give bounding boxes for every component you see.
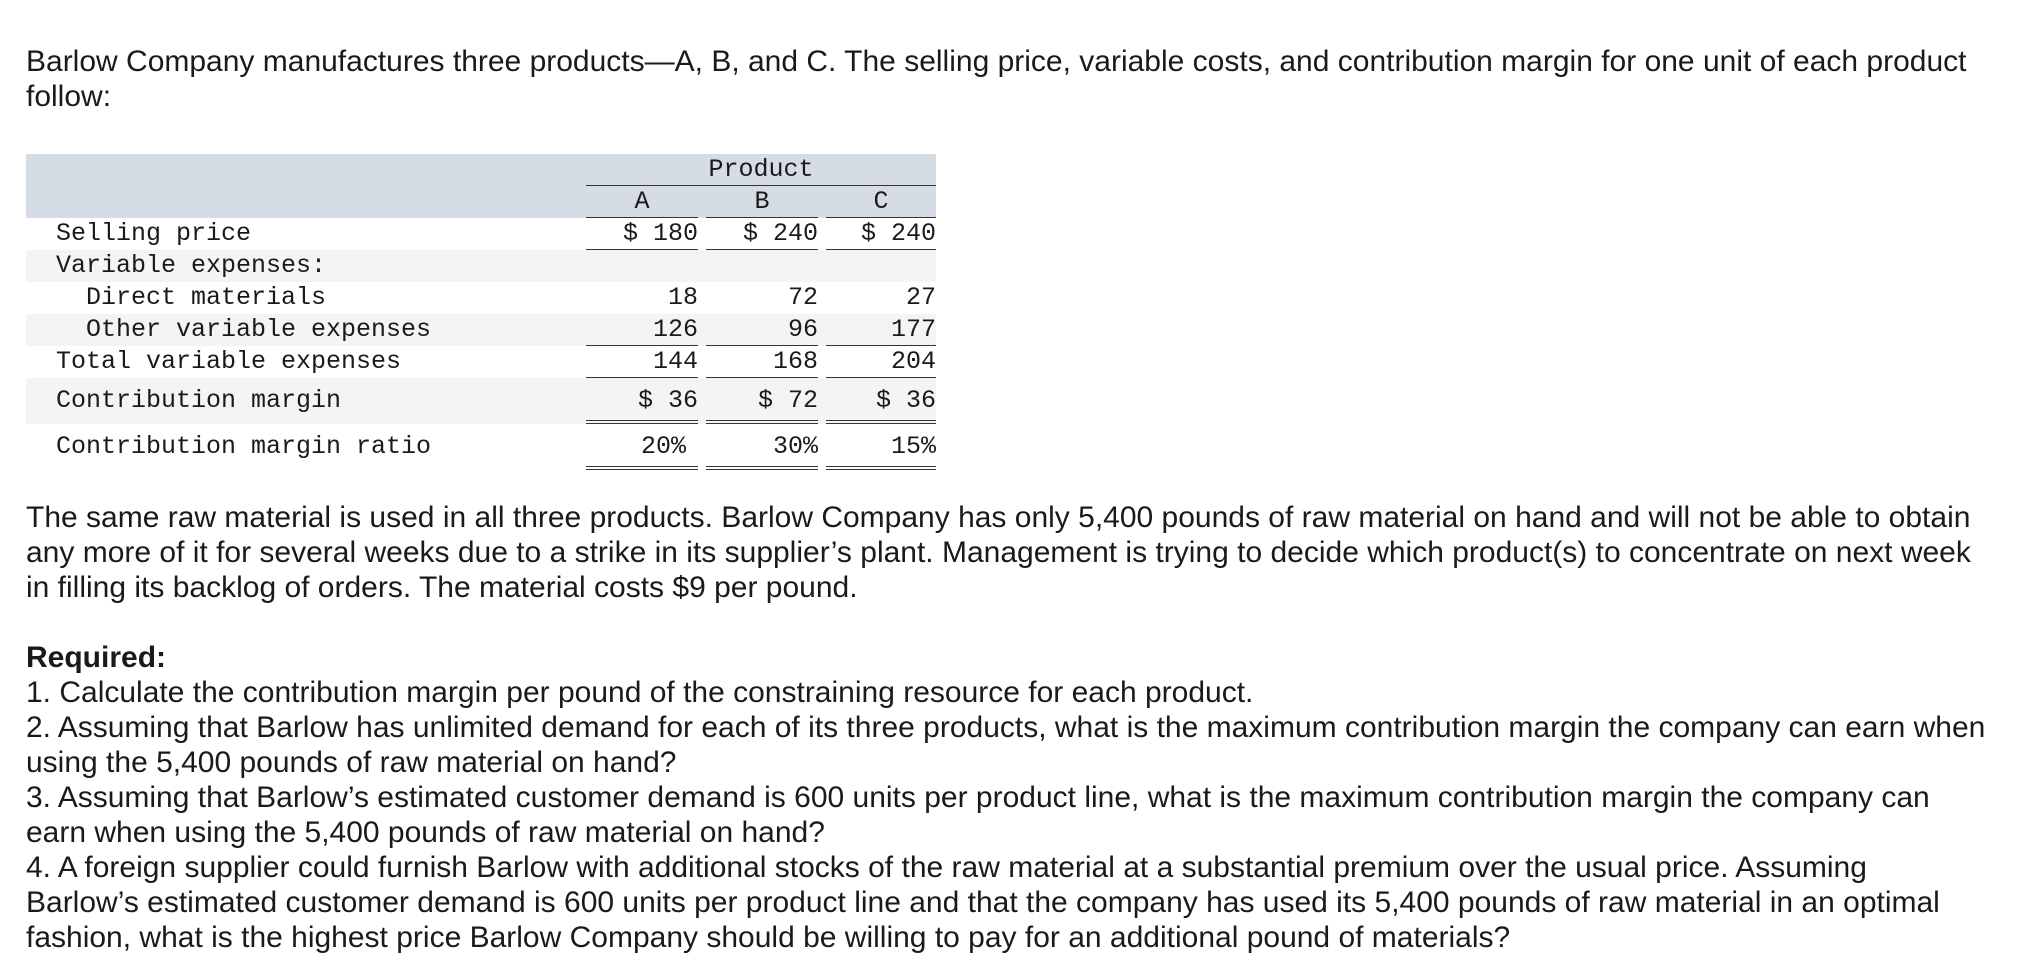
required-item-4: 4. A foreign supplier could furnish Barlow with additional stocks of the raw material at a substantial premium over the usual price. Assuming Barlow’s estimated customer demand is 600 units per product line and that the company has used its 5,400 pounds of raw material in an optimal fashion, what is the highest price Barlow Company should be willing to pay for an additional pound of materials? bbox=[26, 851, 1940, 954]
intro-paragraph: Barlow Company manufactures three products—A, B, and C. The selling price, variable costs, and contribution margin for one unit of each product follow: bbox=[26, 45, 1967, 113]
cell-a: 144 bbox=[586, 346, 698, 378]
table-header-row-columns bbox=[26, 186, 936, 218]
required-item-2: 2. Assuming that Barlow has unlimited demand for each of its three products, what is the maximum contribution margin the company can earn when using the 5,400 pounds of raw material on hand? bbox=[26, 711, 1986, 779]
cell-c: 27 bbox=[905, 283, 936, 312]
cell-c: 177 bbox=[826, 314, 936, 346]
row-label: Selling price bbox=[56, 219, 252, 248]
row-label: Other variable expenses bbox=[86, 315, 432, 344]
required-section bbox=[26, 640, 1986, 955]
column-header-b: B bbox=[706, 186, 818, 218]
table-row-total-variable-expenses bbox=[26, 346, 936, 378]
row-label: Contribution margin ratio bbox=[56, 432, 432, 461]
table-header-row-group bbox=[26, 154, 936, 186]
row-label: Contribution margin bbox=[56, 386, 342, 415]
cell-b: $ 72 bbox=[706, 378, 818, 424]
table-row-contribution-margin bbox=[26, 378, 936, 424]
product-group-header: Product bbox=[586, 154, 936, 186]
cell-b: 168 bbox=[706, 346, 818, 378]
cell-b: 30% bbox=[706, 424, 818, 470]
table-row-direct-materials bbox=[26, 282, 936, 314]
row-label: Total variable expenses bbox=[56, 347, 402, 376]
column-header-a: A bbox=[586, 186, 698, 218]
cell-a: $ 180 bbox=[586, 218, 698, 250]
table-row-variable-expenses bbox=[26, 250, 936, 282]
required-item-1: 1. Calculate the contribution margin per pound of the constraining resource for each product. bbox=[26, 676, 1254, 709]
required-item-3: 3. Assuming that Barlow’s estimated customer demand is 600 units per product line, what is the maximum contribution margin the company can earn when using the 5,400 pounds of raw material on hand? bbox=[26, 781, 1930, 849]
cell-c: 15% bbox=[826, 424, 936, 470]
cell-a: 20% bbox=[586, 424, 698, 470]
row-label: Variable expenses: bbox=[56, 251, 327, 280]
cell-a: $ 36 bbox=[586, 378, 698, 424]
cell-b: $ 240 bbox=[706, 218, 818, 250]
row-label: Direct materials bbox=[86, 283, 327, 312]
table-row-other-variable-expenses bbox=[26, 314, 936, 346]
table-row-contribution-margin-ratio bbox=[26, 424, 936, 470]
cell-b: 72 bbox=[787, 283, 818, 312]
cell-c: $ 36 bbox=[826, 378, 936, 424]
cell-c: 204 bbox=[826, 346, 936, 378]
required-heading: Required: bbox=[26, 641, 167, 674]
column-header-c: C bbox=[826, 186, 936, 218]
cell-a: 126 bbox=[586, 314, 698, 346]
product-cost-table bbox=[26, 154, 936, 470]
constraint-paragraph: The same raw material is used in all three products. Barlow Company has only 5,400 pounds of raw material on hand and will not be able to obtain any more of it for several weeks due to a strike in its supplier’s plant. Management is trying to decide which product(s) to concentrate on next week in filling its backlog of orders. The material costs $9 per pound. bbox=[26, 501, 1971, 604]
table-row-selling-price bbox=[26, 218, 936, 250]
cell-b: 96 bbox=[706, 314, 818, 346]
cell-c: $ 240 bbox=[826, 218, 936, 250]
cell-a: 18 bbox=[667, 283, 698, 312]
